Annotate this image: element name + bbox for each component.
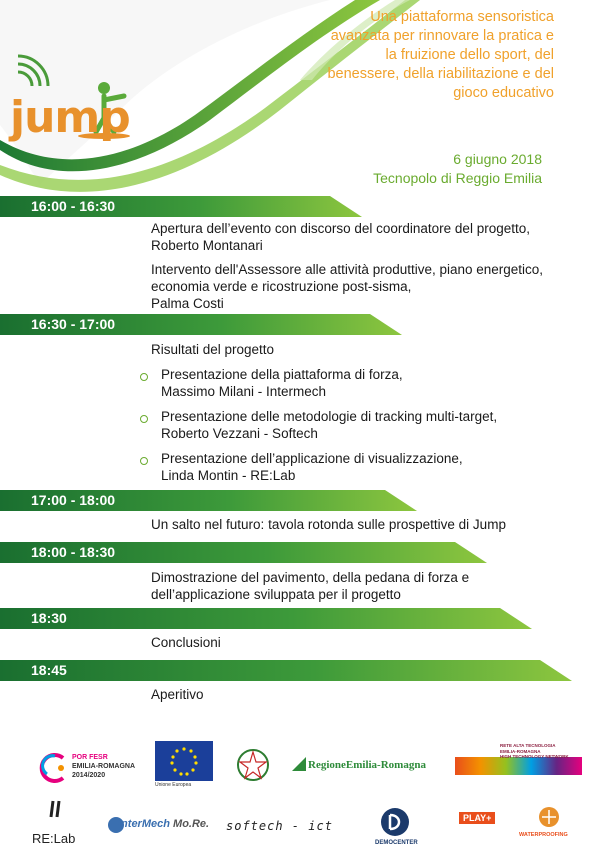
relab-logo-icon xyxy=(47,799,71,819)
por-fesr-text: EMILIA-ROMAGNA xyxy=(72,763,135,770)
agenda-item: Aperitivo xyxy=(151,687,204,702)
tagline-line: la fruizione dello sport, del xyxy=(385,47,554,63)
agenda-item: Risultati del progetto xyxy=(151,342,275,357)
sponsor-logos xyxy=(0,735,607,866)
rete-text: HIGH TECHNOLOGY NETWORK xyxy=(500,754,569,759)
agenda-text: dell’applicazione sviluppata per il progetto xyxy=(151,587,401,602)
italian-republic-emblem-icon xyxy=(236,745,270,785)
agenda-item xyxy=(151,261,543,312)
agenda-item: Conclusioni xyxy=(151,635,221,650)
eu-stars-icon xyxy=(155,741,213,781)
time-slot xyxy=(0,660,540,681)
time-label: 18:45 xyxy=(31,662,67,678)
speaker-name: Linda Montin - RE:Lab xyxy=(161,468,296,483)
agenda-text: Intervento dell'Assessore alle attività produttive, piano energetico, xyxy=(151,262,544,277)
event-date: 6 giugno 2018 xyxy=(453,151,542,167)
agenda-subitem xyxy=(161,450,463,484)
intermech-logo xyxy=(118,818,209,830)
time-label: 16:00 - 16:30 xyxy=(31,198,116,214)
waterproofing-logo-icon xyxy=(538,806,560,828)
speaker-name: Palma Costi xyxy=(151,296,224,311)
tagline-line: gioco educativo xyxy=(453,85,554,101)
agenda-text: Apertura dell’evento con discorso del coordinatore del progetto, xyxy=(151,221,530,236)
rete-alta-tecnologia-logo xyxy=(455,757,582,775)
democenter-logo: DEMOCENTER xyxy=(375,840,418,846)
bullet-icon xyxy=(140,415,148,423)
democenter-logo-icon xyxy=(380,807,410,837)
speaker-name: Massimo Milani - Intermech xyxy=(161,384,327,399)
time-slot xyxy=(0,490,385,511)
time-slot xyxy=(0,196,330,217)
agenda-text: Presentazione delle metodologie di tracking multi-target, xyxy=(161,409,498,424)
rete-text: EMILIA-ROMAGNA xyxy=(500,748,541,754)
por-fesr-logo xyxy=(72,753,135,780)
regione-logo-icon xyxy=(292,757,306,771)
tagline-line: Una piattaforma sensoristica xyxy=(370,9,554,25)
agenda-item xyxy=(151,569,469,603)
time-label: 18:00 - 18:30 xyxy=(31,544,116,560)
time-label: 16:30 - 17:00 xyxy=(31,316,116,332)
jump-logo: jump xyxy=(10,92,130,143)
por-fesr-logo-icon xyxy=(35,750,71,786)
speaker-name: Roberto Vezzani - Softech xyxy=(161,426,318,441)
intermech-suffix: Mo.Re. xyxy=(173,818,210,830)
agenda-text: Presentazione della piattaforma di forza, xyxy=(161,367,403,382)
agenda-text: Presentazione dell’applicazione di visualizzazione, xyxy=(161,451,463,466)
intermech-text: InterMech xyxy=(118,818,170,830)
time-slot xyxy=(0,542,455,563)
time-label: 18:30 xyxy=(31,610,67,626)
eu-flag-icon xyxy=(155,741,213,781)
agenda-item: Un salto nel futuro: tavola rotonda sulle prospettive di Jump xyxy=(151,517,506,532)
play-plus-logo: PLAY+ xyxy=(459,812,495,824)
eu-label: Unione Europea xyxy=(155,782,192,788)
agenda-subitem xyxy=(161,408,497,442)
event-venue: Tecnopolo di Reggio Emilia xyxy=(373,170,542,186)
rete-text: RETE ALTA TECNOLOGIA xyxy=(500,743,556,748)
waterproofing-logo: WATERPROOFING xyxy=(519,832,568,838)
tagline-line: avanzata per rinnovare la pratica e xyxy=(330,28,554,44)
tagline-line: benessere, della riabilitazione e del xyxy=(327,66,554,82)
bullet-icon xyxy=(140,373,148,381)
relab-logo: RE:Lab xyxy=(32,831,76,846)
por-fesr-text: 2014/2020 xyxy=(72,772,106,779)
regione-logo: RegioneEmilia-Romagna xyxy=(308,759,426,771)
agenda-text: economia verde e ricostruzione post-sisma, xyxy=(151,279,412,294)
por-fesr-text: POR FESR xyxy=(72,754,108,761)
agenda-text: Dimostrazione del pavimento, della pedana di forza e xyxy=(151,570,470,585)
agenda-item xyxy=(151,220,530,254)
time-label: 17:00 - 18:00 xyxy=(31,492,116,508)
softech-logo: softech - ict xyxy=(226,819,333,833)
rete-alta-tecnologia-text xyxy=(500,743,569,760)
time-slot xyxy=(0,608,500,629)
agenda-subitem xyxy=(161,366,403,400)
speaker-name: Roberto Montanari xyxy=(151,238,263,253)
time-slot xyxy=(0,314,370,335)
bullet-icon xyxy=(140,457,148,465)
